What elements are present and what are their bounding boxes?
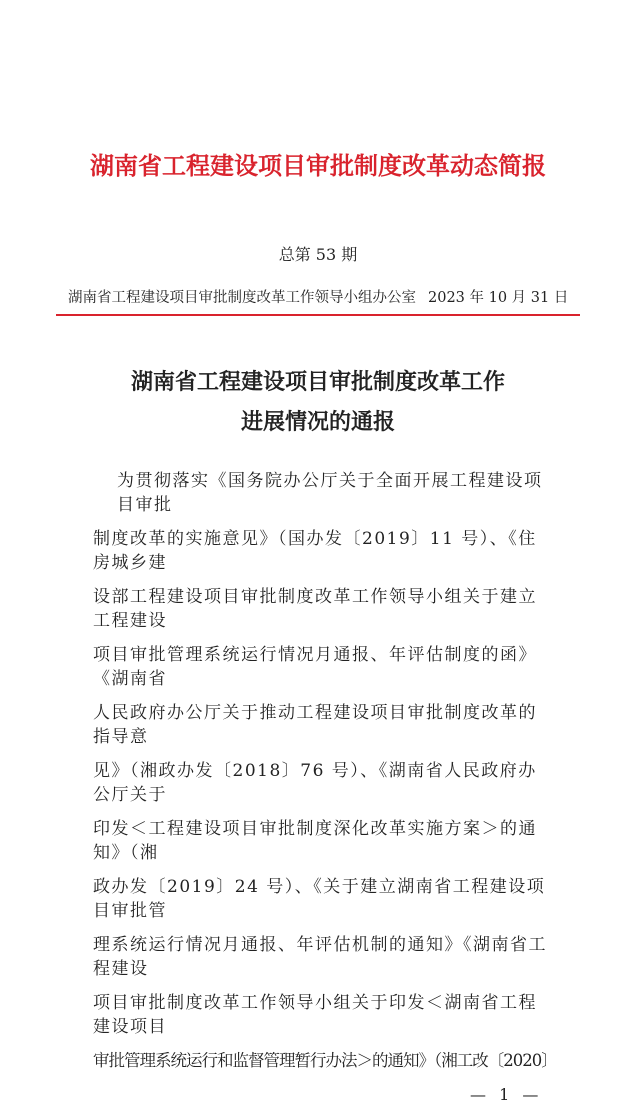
issue-number: 总第 53 期 [278,245,358,264]
body-line: 政办发〔2019〕24 号）、《关于建立湖南省工程建设项目审批管 [93,877,546,921]
document-title-line-2: 进展情况的通报 [240,409,395,435]
body-line: 项目审批管理系统运行情况月通报、年评估制度的函》《湖南省 [93,645,537,689]
body-line: 人民政府办公厅关于推动工程建设项目审批制度改革的指导意 [93,703,537,747]
body-line: 见》（湘政办发〔2018〕76 号）、《湖南省人民政府办公厅关于 [93,761,537,805]
masthead-title: 湖南省工程建设项目审批制度改革动态简报 [90,152,546,180]
issuer-org: 湖南省工程建设项目审批制度改革工作领导小组办公室 [68,290,416,306]
red-divider [56,314,580,316]
body-line: 印发＜工程建设项目审批制度深化改革实施方案＞的通知》（湘 [93,819,537,863]
body-line: 为贯彻落实《国务院办公厅关于全面开展工程建设项目审批 [117,471,543,515]
body-line: 理系统运行情况月通报、年评估机制的通知》《湖南省工程建设 [93,935,547,979]
issue-date: 2023 年 10 月 31 日 [428,290,569,306]
body-line: 制度改革的实施意见》（国办发〔2019〕11 号）、《住房城乡建 [93,529,537,573]
document-title-line-1: 湖南省工程建设项目审批制度改革工作 [130,369,505,395]
issuer-line [68,286,568,307]
body-text [93,469,557,1104]
body-line: 设部工程建设项目审批制度改革工作领导小组关于建立工程建设 [93,587,537,631]
body-line: 项目审批制度改革工作领导小组关于印发＜湖南省工程建设项目 [93,993,537,1037]
page-number: — 1 — [470,1085,543,1104]
body-line: 审批管理系统运行和监督管理暂行办法＞的通知》（湘工改〔2020〕 [93,1051,557,1070]
